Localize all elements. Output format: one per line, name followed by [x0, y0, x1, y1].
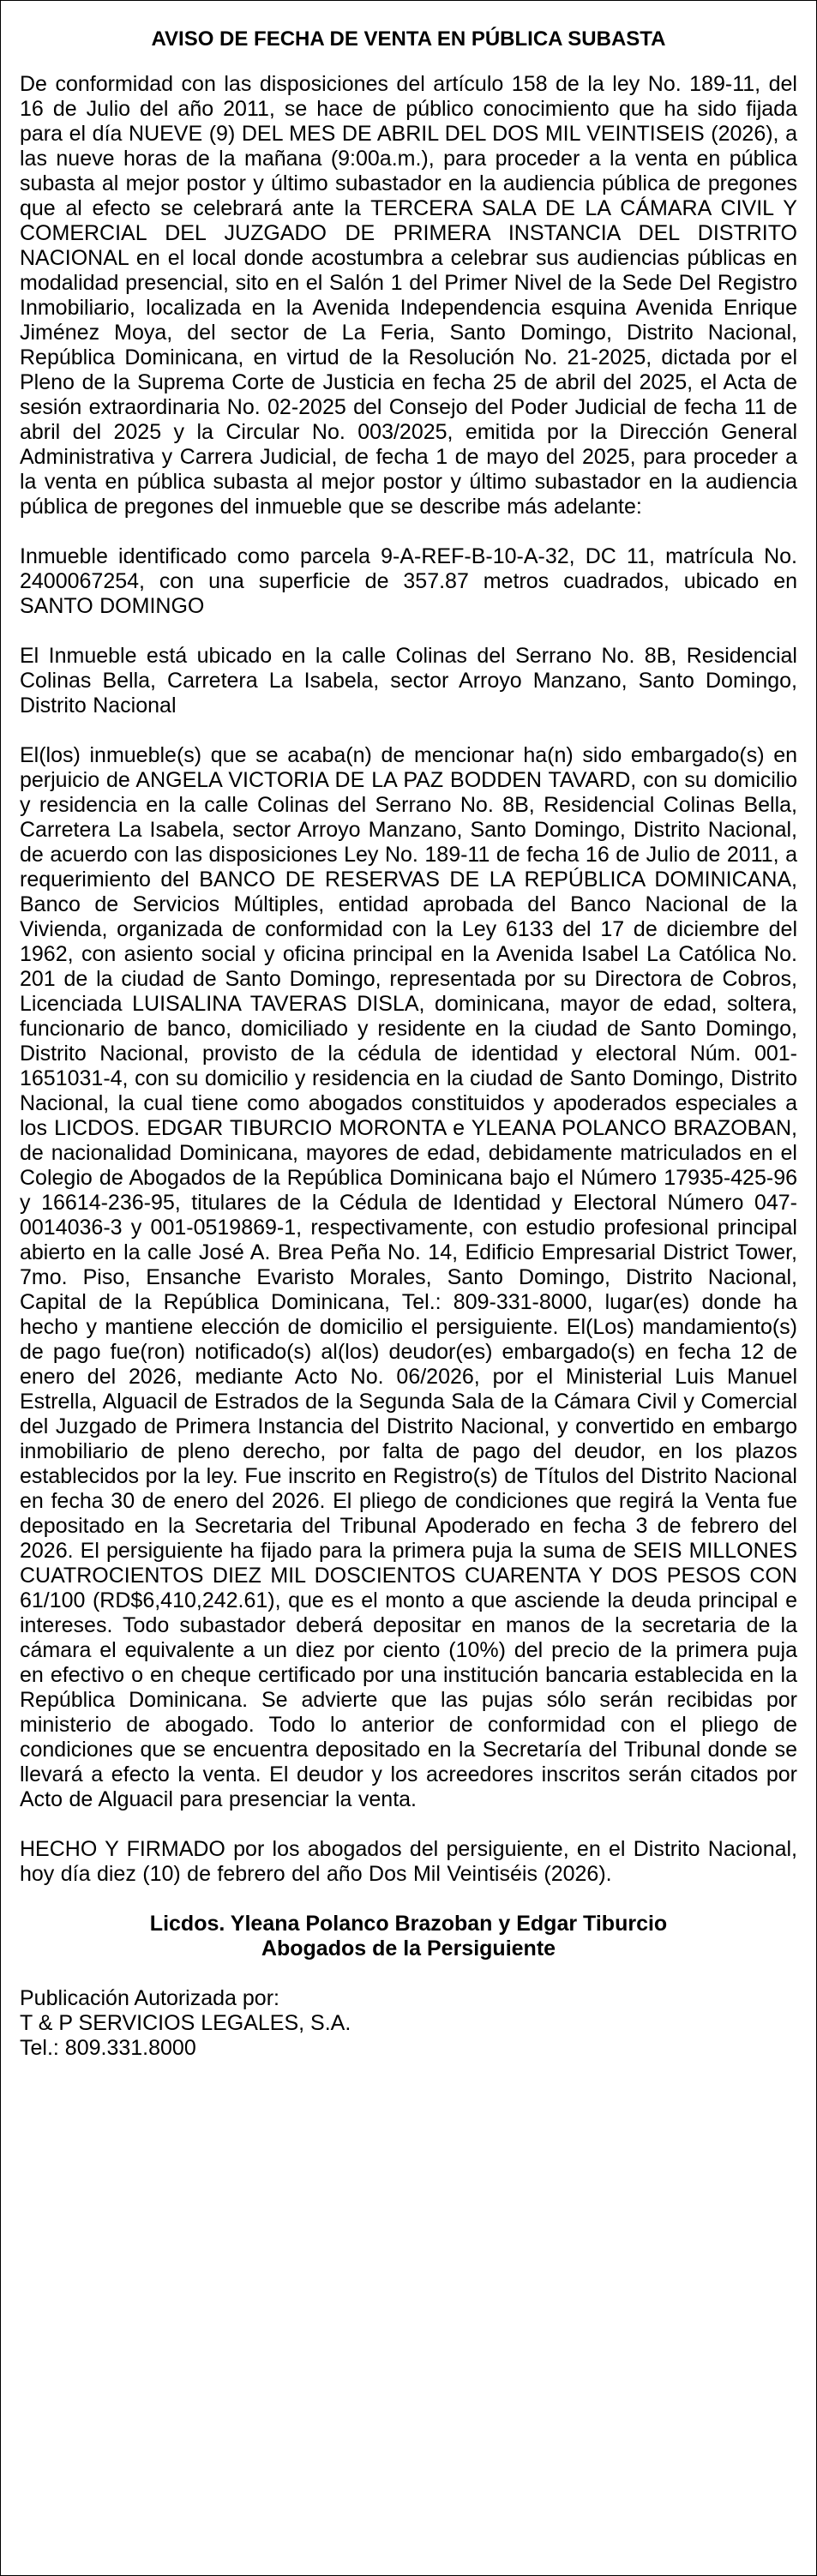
signature-block [20, 1912, 797, 1961]
notice-paragraph-location: El Inmueble está ubicado en la calle Colinas del Serrano No. 8B, Residencial Colinas Bella, Carretera La Isabela, sector Arroyo Manzano, Santo Domingo, Distrito Nacional [20, 644, 797, 718]
signature-role: Abogados de la Persiguiente [261, 1937, 556, 1961]
publication-block [20, 1986, 797, 2061]
notice-paragraph-signed: HECHO Y FIRMADO por los abogados del persiguiente, en el Distrito Nacional, hoy día diez (10) de febrero del año Dos Mil Veintiséis (2026). [20, 1837, 797, 1886]
publication-company: T & P SERVICIOS LEGALES, S.A. [20, 2011, 351, 2035]
notice-paragraph-details: El(los) inmueble(s) que se acaba(n) de mencionar ha(n) sido embargado(s) en perjuicio de ANGELA VICTORIA DE LA PAZ BODDEN TAVARD, con su domicilio y residencia en la calle Colinas del Serrano No. 8B, Residencial Colinas Bella, Carretera La Isabela, sector Arroyo Manzano, Santo Domingo, Distrito Nacional, de acuerdo con las disposiciones Ley No. 189-11 de fecha 16 de Julio de 2011, a requerimiento del BANCO DE RESERVAS DE LA REPÚBLICA DOMINICANA, Banco de Servicios Múltiples, entidad aprobada del Banco Nacional de la Vivienda, organizada de conformidad con la Ley 6133 del 17 de diciembre del 1962, con asiento social y oficina principal en la Avenida Isabel La Católica No. 201 de la ciudad de Santo Domingo, representada por su Directora de Cobros, Licenciada LUISALINA TAVERAS DISLA, dominicana, mayor de edad, soltera, funcionario de banco, domiciliado y residente en la ciudad de Santo Domingo, Distrito Nacional, provisto de la cédula de identidad y electoral Núm. 001-1651031-4, con su domicilio y residencia en la ciudad de Santo Domingo, Distrito Nacional, la cual tiene como abogados constituidos y apoderados especiales a los LICDOS. EDGAR TIBURCIO MORONTA e YLEANA POLANCO BRAZOBAN, de nacionalidad Dominicana, mayores de edad, debidamente matriculados en el Colegio de Abogados de la República Dominicana bajo el Número 17935-425-96 y 16614-236-95, titulares de la Cédula de Identidad y Electoral Número 047-0014036-3 y 001-0519869-1, respectivamente, con estudio profesional principal abierto en la calle José A. Brea Peña No. 14, Edificio Empresarial District Tower, 7mo. Piso, Ensanche Evaristo Morales, Santo Domingo, Distrito Nacional, Capital de la República Dominicana, Tel.: 809-331-8000, lugar(es) donde ha hecho y mantiene elección de domicilio el persiguiente. El(Los) mandamiento(s) de pago fue(ron) notificado(s) al(los) deudor(es) embargado(s) en fecha 12 de enero del 2026, mediante Acto No. 06/2026, por el Ministerial Luis Manuel Estrella, Alguacil de Estrados de la Segunda Sala de la Cámara Civil y Comercial del Juzgado de Primera Instancia del Distrito Nacional, y convertido en embargo inmobiliario de pleno derecho, por falta de pago del deudor, en los plazos establecidos por la ley. Fue inscrito en Registro(s) de Títulos del Distrito Nacional en fecha 30 de enero del 2026. El pliego de condiciones que regirá la Venta fue depositado en la Secretaria del Tribunal Apoderado en fecha 3 de febrero del 2026. El persiguiente ha fijado para la primera puja la suma de SEIS MILLONES CUATROCIENTOS DIEZ MIL DOSCIENTOS CUARENTA Y DOS PESOS CON 61/100 (RD$6,410,242.61), que es el monto a que asciende la deuda principal e intereses. Todo subastador deberá depositar en manos de la secretaria de la cámara el equivalente a un diez por ciento (10%) del precio de la primera puja en efectivo o en cheque certificado por una institución bancaria establecida en la República Dominicana. Se advierte que las pujas sólo serán recibidas por ministerio de abogado. Todo lo anterior de conformidad con el pliego de condiciones que se encuentra depositado en la Secretaría del Tribunal donde se llevará a efecto la venta. El deudor y los acreedores inscritos serán citados por Acto de Alguacil para presenciar la venta. [20, 743, 797, 1811]
signature-names: Licdos. Yleana Polanco Brazoban y Edgar Tiburcio [149, 1912, 668, 1936]
notice-paragraph-property: Inmueble identificado como parcela 9-A-REF-B-10-A-32, DC 11, matrícula No. 2400067254, con una superficie de 357.87 metros cuadrados, ubicado en SANTO DOMINGO [20, 544, 797, 618]
notice-title: AVISO DE FECHA DE VENTA EN PÚBLICA SUBASTA [151, 27, 666, 51]
publication-phone: Tel.: 809.331.8000 [20, 2036, 196, 2060]
publication-label: Publicación Autorizada por: [20, 1986, 279, 2010]
notice-paragraph-intro: De conformidad con las disposiciones del artículo 158 de la ley No. 189-11, del 16 de Julio del año 2011, se hace de público conocimiento que ha sido fijada para el día NUEVE (9) DEL MES DE ABRIL DEL DOS MIL VEINTISEIS (2026), a las nueve horas de la mañana (9:00a.m.), para proceder a la venta en pública subasta al mejor postor y último subastador en la audiencia pública de pregones que al efecto se celebrará ante la TERCERA SALA DE LA CÁMARA CIVIL Y COMERCIAL DEL JUZGADO DE PRIMERA INSTANCIA DEL DISTRITO NACIONAL en el local donde acostumbra a celebrar sus audiencias públicas en modalidad presencial, sito en el Salón 1 del Primer Nivel de la Sede Del Registro Inmobiliario, localizada en la Avenida Independencia esquina Avenida Enrique Jiménez Moya, del sector de La Feria, Santo Domingo, Distrito Nacional, República Dominicana, en virtud de la Resolución No. 21-2025, dictada por el Pleno de la Suprema Corte de Justicia en fecha 25 de abril del 2025, el Acta de sesión extraordinaria No. 02-2025 del Consejo del Poder Judicial de fecha 11 de abril del 2025 y la Circular No. 003/2025, emitida por la Dirección General Administrativa y Carrera Judicial, de fecha 1 de mayo del 2025, para proceder a la venta en pública subasta al mejor postor y último subastador en la audiencia pública de pregones del inmueble que se describe más adelante: [20, 72, 797, 519]
